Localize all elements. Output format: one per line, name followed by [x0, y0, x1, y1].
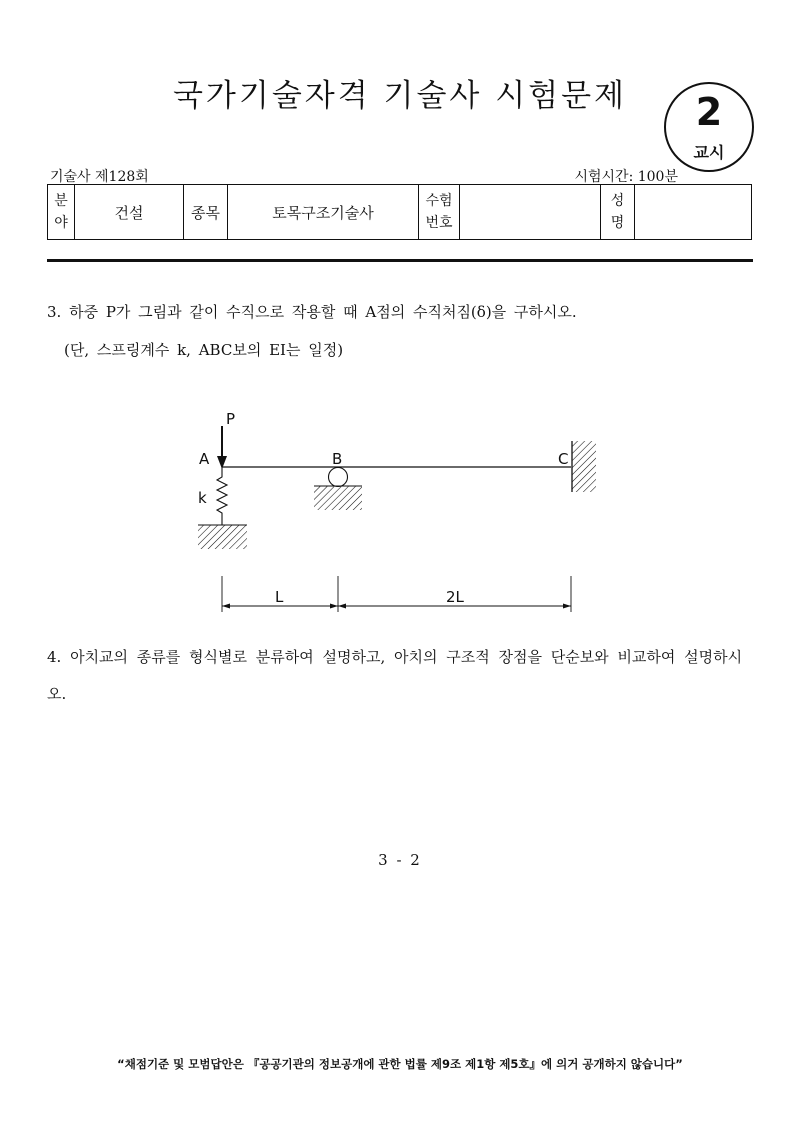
dim-arrow-bc-right — [563, 604, 571, 609]
question-4: 4. 아치교의 종류를 형식별로 분류하여 설명하고, 아치의 구조적 장점을 단순보와 비교하여 설명하시오. — [47, 648, 743, 703]
page-number: 3 - 2 — [378, 851, 422, 869]
span-bc-label: 2L — [446, 588, 464, 606]
point-b-label: B — [332, 450, 343, 468]
session-label: 교시 — [693, 143, 725, 162]
dim-arrow-ab-left — [222, 604, 230, 609]
exam-no-label-bottom: 번호 — [425, 215, 453, 231]
spring-label: k — [198, 489, 207, 507]
type-value: 토목구조기술사 — [228, 185, 419, 240]
question-3-note: (단, 스프링계수 k, ABC보의 EI는 일정) — [64, 341, 344, 359]
point-c-label: C — [558, 450, 569, 468]
field-label-top: 분 — [54, 193, 68, 209]
question-3: 3. 하중 P가 그림과 같이 수직으로 작용할 때 A점의 수직처짐(δ)을 구하시오. — [47, 303, 577, 321]
name-label-cell — [601, 185, 635, 240]
exam-no-label-cell — [419, 185, 460, 240]
load-label: P — [226, 410, 236, 428]
field-label-cell — [48, 185, 75, 240]
field-value: 건설 — [75, 185, 184, 240]
exam-time: 시험시간: 100분 — [574, 169, 678, 185]
dim-arrow-ab-right — [330, 604, 338, 609]
dim-arrow-bc-left — [338, 604, 346, 609]
exam-round: 기술사 제128회 — [50, 169, 149, 185]
roller-support — [329, 468, 348, 487]
footer-disclaimer: “채점기준 및 모범답안은 『공공기관의 정보공개에 관한 법률 제9조 제1항 제5호』에 의거 공개하지 않습니다” — [117, 1057, 683, 1071]
roller-ground-hatch — [314, 486, 362, 510]
type-label: 종목 — [184, 185, 228, 240]
exam-title: 국가기술자격 기술사 시험문제 — [172, 78, 627, 114]
header-divider — [47, 259, 753, 262]
fixed-wall-hatch — [572, 441, 596, 492]
beam-figure — [190, 404, 610, 619]
spring-ground-hatch — [198, 525, 247, 549]
session-badge — [664, 82, 754, 172]
exam-no-field[interactable] — [460, 185, 601, 240]
name-field[interactable] — [635, 185, 752, 240]
span-ab-label: L — [275, 588, 284, 606]
exam-no-label-top: 수험 — [425, 193, 453, 209]
field-label-bottom: 야 — [54, 215, 68, 231]
name-label-bottom: 명 — [610, 215, 625, 231]
name-label-top: 성 — [610, 193, 625, 209]
point-a-label: A — [199, 450, 210, 468]
spring — [217, 467, 227, 525]
session-number: 2 — [695, 90, 723, 134]
exam-info-table — [47, 184, 752, 240]
